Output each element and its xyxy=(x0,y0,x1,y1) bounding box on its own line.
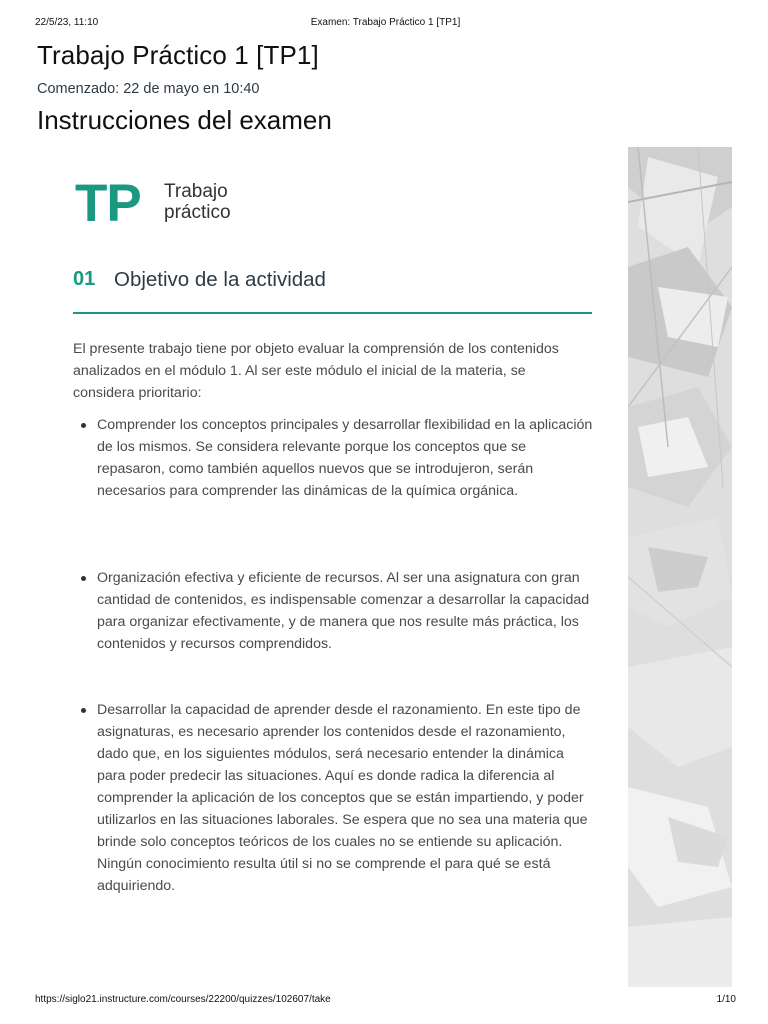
section-objective-heading xyxy=(73,268,592,296)
list-item-text: Comprender los conceptos principales y desarrollar flexibilidad en la aplicación de los mismos. Se considera relevante porque los conceptos que se repasaron, como también aquellos nuevos que se introdujeron, serán necesarios para comprender las dinámicas de la química orgánica. xyxy=(97,417,593,499)
objective-list xyxy=(73,414,593,502)
objective-list xyxy=(73,699,593,897)
print-header xyxy=(35,17,736,31)
print-url: https://siglo21.instructure.com/courses/22200/quizzes/102607/take xyxy=(35,994,331,1005)
bullet-icon xyxy=(81,423,86,428)
bullet-icon xyxy=(81,708,86,713)
tp-logo-word-2: práctico xyxy=(164,202,231,223)
list-item-text: Organización efectiva y eficiente de recursos. Al ser una asignatura con gran cantidad de contenidos, es indispensable comenzar a desarrollar la capacidad para organizar efectivamente, y de manera que nos resulte más práctica, los contenidos y recursos comprendidos. xyxy=(97,570,590,652)
bullet-icon xyxy=(81,576,86,581)
tp-logo-word-1: Trabajo xyxy=(164,181,228,202)
objective-list xyxy=(73,567,593,655)
print-datetime: 22/5/23, 11:10 xyxy=(35,17,99,28)
decorative-banner-image xyxy=(628,147,732,987)
instructions-heading: Instrucciones del examen xyxy=(37,105,332,135)
tp-logo-mark: TP xyxy=(75,174,141,233)
section-divider xyxy=(73,312,592,314)
print-page-number: 1/10 xyxy=(716,994,736,1005)
print-doc-title: Examen: Trabajo Práctico 1 [TP1] xyxy=(310,17,461,28)
list-item xyxy=(73,699,593,897)
quiz-started: Comenzado: 22 de mayo en 10:40 xyxy=(37,81,260,97)
section-number: 01 xyxy=(73,268,96,290)
print-footer xyxy=(35,994,736,1008)
quiz-title: Trabajo Práctico 1 [TP1] xyxy=(37,40,319,70)
intro-paragraph: El presente trabajo tiene por objeto evaluar la comprensión de los contenidos analizados en el módulo 1. Al ser este módulo el inicial de la materia, se considera prioritario: xyxy=(73,341,559,401)
section-title: Objetivo de la actividad xyxy=(114,268,326,291)
list-item-text: Desarrollar la capacidad de aprender desde el razonamiento. En este tipo de asignaturas, es necesario aprender los contenidos desde el razonamiento, dado que, en los siguientes módulos, será necesario entender la dinámica para poder predecir las situaciones. Aquí es donde radica la diferencia al comprender la aplicación de los conceptos que se están impartiendo, y poder utilizarlos en las situaciones laborales. Se espera que no sea una materia que brinde solo conceptos teóricos de los cuales no se entiende su aplicación. Ningún conocimiento resulta útil si no se comprende el para qué se está adquiriendo. xyxy=(97,702,588,894)
list-item xyxy=(73,567,593,655)
tp-logo-word xyxy=(164,181,231,223)
list-item xyxy=(73,414,593,502)
